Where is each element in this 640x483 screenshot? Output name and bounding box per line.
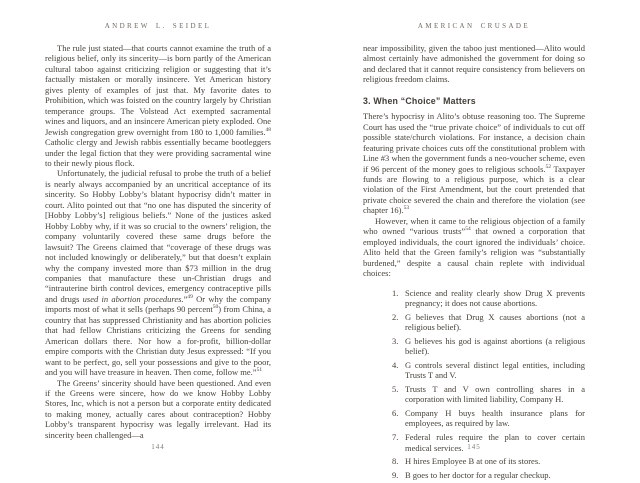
paragraph (45, 168, 271, 377)
list-item-text: B goes to her doctor for a regular checkup. (405, 469, 551, 480)
page-left (0, 0, 320, 480)
body-text: The rule just stated—that courts cannot examine the truth of a religious belief, only its sincerity—is born partly of the American cultural taboo against criticizing religion or suggesting that it’s factually mistaken or morally insincere. Yet American history gives plenty of examples of just that. My favorite dates to Prohibition, which was foisted on the country largely by Christian temperance groups. The Volstead Act exempted sacramental wines and liquors, and an insincere American piety exploded. One Jewish congregation grew overnight from 180 to 1,000 families. (45, 43, 271, 137)
list-item (392, 360, 585, 381)
paragraph (45, 43, 271, 168)
paragraph (45, 378, 271, 441)
footnote-ref: 54 (465, 226, 471, 233)
body-text: Unfortunately, the judicial refusal to probe the truth of a belief is nearly always accompanied by an uncritical acceptance of its sincerity. So Hobby Lobby’s blatant hypocrisy didn’t matter in court. Alito pointed out that “no one has disputed the sincerity of [Hobby Lobby’s] religious beliefs.” None of the justices asked Hobby Lobby why, if it was so crucial to the owners’ religion, the company voluntarily covered these same drugs before the lawsuit? The Greens claimed that “coverage of these drugs was not included knowingly or deliberately,” but that doesn’t explain why the company invested more than $73 million in the drug companies that manufacture these un-Christian drugs and “intrauterine birth control devices, emergency contraceptive pills and drugs (45, 168, 271, 304)
list-item-number: 5. (392, 383, 399, 394)
section-heading: 3. When “Choice” Matters (363, 95, 476, 106)
body-text: The Greens’ sincerity should have been questioned. And even if the Greens were sincere, how do we know Hobby Lobby Stores, Inc, which is not a person but a corporate entity dedicated to making money, actually cares about contraception? Hobby Lobby’s transparent hypocrisy was legally irrelevant. Had its sincerity been challenged—a (45, 377, 271, 440)
body-text: Or why the company imports most of what it sells (perhaps 90 percent (45, 293, 271, 315)
list-item-text: G believes his god is against abortions (a religious belief). (405, 335, 585, 357)
footnote-ref: 49 (187, 293, 193, 300)
list-item-text: Trusts T and V own controlling shares in a corporation with limited liability, Company H. (405, 383, 585, 405)
paragraph (363, 111, 585, 216)
footnote-ref: 52 (545, 163, 552, 170)
list-item-number: 4. (392, 359, 399, 370)
list-item-number: 1. (392, 287, 399, 298)
list-item (392, 456, 585, 466)
list-item-text: Company H buys health insurance plans for employees, as required by law. (405, 407, 585, 429)
running-header-right: AMERICAN CRUSADE (417, 22, 531, 30)
italic-text: used in abortion procedures. (82, 293, 184, 304)
list-item-number: 9. (392, 469, 399, 480)
body-text: near impossibility, given the taboo just mentioned—Alito would almost certainly have admonished the government for doing so and declared that it cannot require consistency from believers on religious freedom claims. (363, 43, 585, 85)
footnote-ref: 48 (265, 126, 271, 133)
footnote-ref: 53 (403, 205, 410, 212)
list-item-number: 6. (392, 407, 399, 418)
list-item-number: 2. (392, 311, 399, 322)
body-text: ” (183, 293, 188, 304)
numbered-list (392, 288, 585, 481)
page-number-right: 145 (467, 443, 481, 451)
list-item-text: Federal rules require the plan to cover certain medical services. (405, 432, 585, 453)
list-item-number: 3. (392, 335, 399, 346)
list-item-text: G believes that Drug X causes abortions (not a religious belief). (405, 311, 585, 333)
footnote-ref: 51 (256, 367, 263, 374)
list-item (392, 288, 585, 309)
paragraph (363, 43, 585, 85)
list-item-text: G controls several distinct legal entities, including Trusts T and V. (405, 359, 585, 381)
page-right (320, 0, 640, 480)
list-item-number: 8. (392, 456, 399, 467)
list-item (392, 384, 585, 405)
list-item (392, 470, 585, 480)
body-text: ) from China, a country that has suppressed Christianity and has abortion policies that had fellow Christians criticizing the Greens for sending American dollars there. Nor how a for-profit, billion-dollar empire comports with the Christian duty Jesus expressed: “If you want to be perfect, go, sell your possessions and give to the poor, and you will have treasure in heaven. Then come, follow me.” (45, 304, 272, 378)
paragraph (363, 216, 585, 279)
page-number-left: 144 (151, 443, 165, 451)
list-item (392, 408, 585, 429)
page-body-right (363, 43, 585, 483)
running-header-left: ANDREW L. SEIDEL (104, 22, 212, 30)
list-item (392, 336, 585, 357)
body-text: Taxpayer funds are flowing to a religious purpose, which is a clear violation of the First Amendment, but the court pretended that private choice severed the chain and therefore the violation (see chapter 16). (363, 163, 586, 216)
body-text: Catholic clergy and Jewish rabbis essentially became bootleggers under the legal fiction that they were providing sacramental wine to their newly pious flock. (45, 137, 271, 168)
list-item-text: Science and reality clearly show Drug X prevents pregnancy; it does not cause abortions. (405, 287, 585, 308)
body-text: There’s hypocrisy in Alito’s obtuse reasoning too. The Supreme Court has used the “true private choice” of individuals to cut off possible state/church violations. For instance, a decision chain featuring private choices cuts off the constitutional problem with Line #3 when the government funds a neo-voucher scheme, even if 96 percent of the money goes to religious schools. (363, 111, 585, 174)
body-text: However, when it came to the religious objection of a family who owned “various trusts” (363, 215, 585, 237)
list-item-number: 7. (392, 432, 399, 443)
list-item-text: H hires Employee B at one of its stores. (405, 456, 541, 467)
body-text: that owned a corporation that employed individuals, the court ignored the individuals’ choice. Alito held that the Green family’s religion was “substantially burdened,” despite a causal chain replete with individual choices: (363, 226, 585, 279)
page-body-left (45, 43, 271, 440)
footnote-ref: 50 (212, 304, 219, 311)
list-item (392, 312, 585, 333)
